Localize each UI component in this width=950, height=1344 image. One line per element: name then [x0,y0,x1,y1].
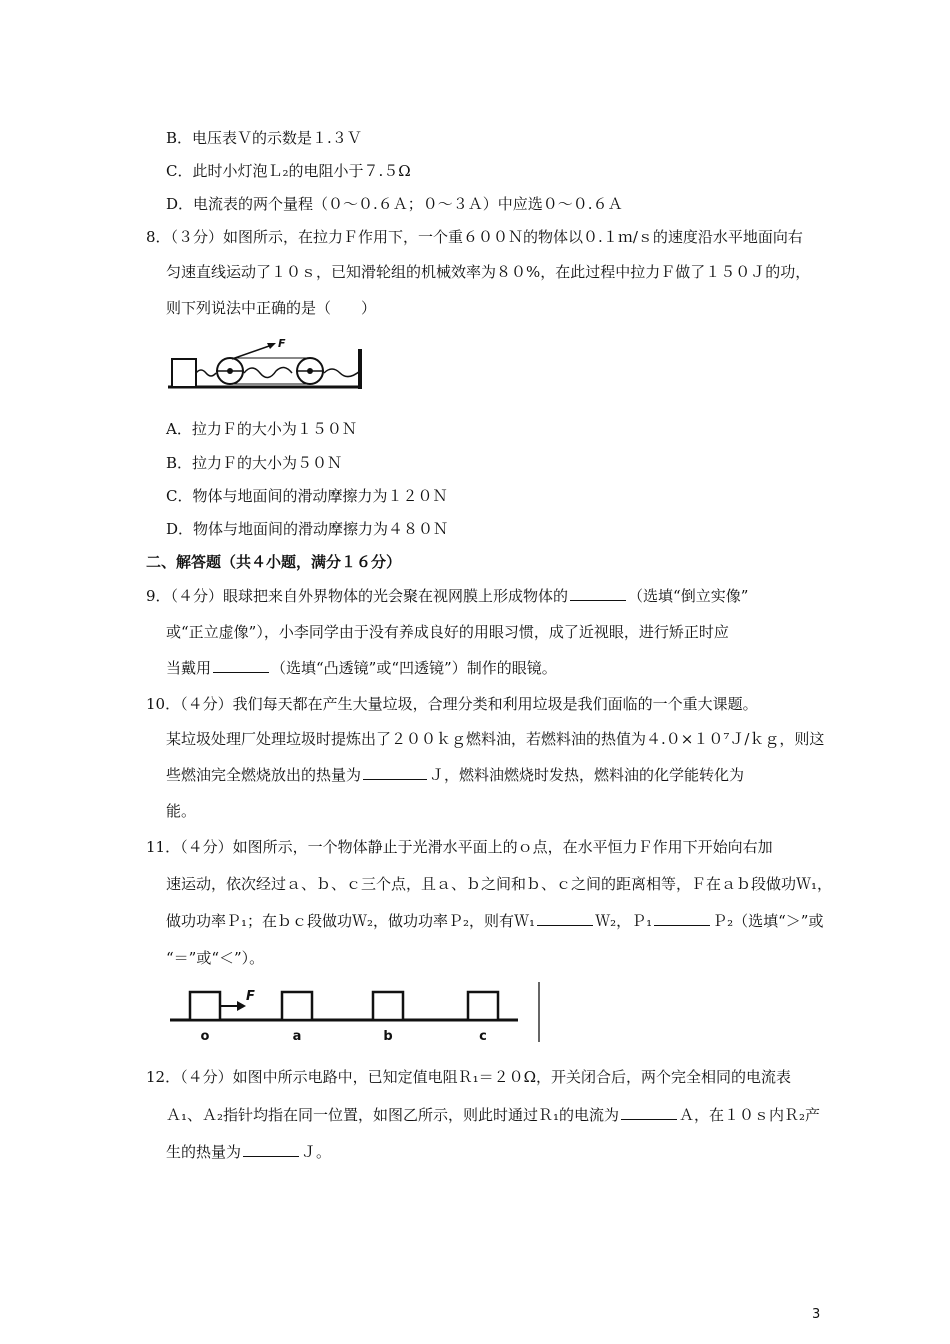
q11-text: Ｐ₂（选填“＞”或 [712,912,824,930]
q8-option-b: B．拉力Ｆ的大小为５０Ｎ [166,454,343,472]
q10-line4: 能。 [166,802,197,820]
q8-option-d: D．物体与地面间的滑动摩擦力为４８０Ｎ [166,520,449,538]
q12-text: Ａ₁、Ａ₂指针均指在同一位置，如图乙所示，则此时通过Ｒ₁的电流为 [166,1106,620,1124]
q11-text: 做功功率Ｐ₁；在ｂｃ段做功Ｗ₂，做功功率Ｐ₂，则有Ｗ₁ [166,912,536,930]
q8-stem-line3: 则下列说法中正确的是（ ） [166,299,377,317]
q8-option-a: A．拉力Ｆ的大小为１５０Ｎ [166,420,357,438]
q9-line3 [166,658,557,678]
q8-stem-line2: 匀速直线运动了１０ｓ，已知滑轮组的机械效率为８０%，在此过程中拉力Ｆ做了１５０Ｊ的功， [166,263,811,281]
point-label-o: o [200,1029,210,1044]
q8-option-c: C．物体与地面间的滑动摩擦力为１２０Ｎ [166,487,448,505]
q12-line3 [166,1142,331,1162]
q12-line1: 12．（４分）如图中所示电路中，已知定值电阻Ｒ₁＝２０Ω，开关闭合后，两个完全相同的电流表 [146,1068,792,1086]
q9-text: （选填“凸透镜”或“凹透镜”）制作的眼镜。 [271,659,557,677]
pulley-figure [168,335,368,400]
page-number: 3 [812,1307,821,1322]
q12-text: 生的热量为 [166,1143,242,1161]
q11-line4: “＝”或“＜”）。 [166,949,265,967]
q9-blank-2[interactable] [213,658,269,673]
q12-text: Ａ，在１０ｓ内Ｒ₂产 [679,1106,821,1124]
section-heading: 二、解答题（共４小题，满分１６分） [146,553,402,571]
q11-text: Ｗ₂，Ｐ₁ [595,912,653,930]
motion-figure [170,980,550,1045]
q10-line3 [166,765,744,785]
q11-line1: 11．（４分）如图所示，一个物体静止于光滑水平面上的ｏ点，在水平恒力Ｆ作用下开始向右加 [146,838,773,856]
q9-line2: 或“正立虚像”），小李同学由于没有养成良好的用眼习惯，成了近视眼，进行矫正时应 [166,623,729,641]
point-label-a: a [292,1029,302,1044]
q11-blank-1[interactable] [537,911,593,926]
q10-line2: 某垃圾处理厂处理垃圾时提炼出了２００ｋｇ燃料油，若燃料油的热值为４.０×１０⁷Ｊ/ｋｇ，则这 [166,730,825,748]
q12-text: Ｊ。 [301,1143,332,1161]
point-label-b: b [383,1029,393,1044]
point-label-c: c [479,1029,487,1044]
q10-line1: 10．（４分）我们每天都在产生大量垃圾，合理分类和利用垃圾是我们面临的一个重大课题。 [146,695,758,713]
q9-text: （选填“倒立实像” [628,587,749,605]
q12-blank-2[interactable] [243,1142,299,1157]
q7-option-c: C．此时小灯泡Ｌ₂的电阻小于７.５Ω [166,162,411,180]
q8-stem-line1: 8．（３分）如图所示，在拉力Ｆ作用下，一个重６００Ｎ的物体以０.１ｍ/ｓ的速度沿水平地面向右 [146,228,803,246]
pulley-force-label: F [278,337,286,350]
q11-line2: 速运动，依次经过ａ、ｂ、ｃ三个点，且ａ、ｂ之间和ｂ、ｃ之间的距离相等，Ｆ在ａｂ段做功Ｗ₁， [166,875,833,893]
q11-line3 [166,911,823,931]
q9-text: 9．（４分）眼球把来自外界物体的光会聚在视网膜上形成物体的 [146,587,569,605]
q9-blank-1[interactable] [570,586,626,601]
q9-text: 当戴用 [166,659,212,677]
q7-option-d: D．电流表的两个量程（０～０.６Ａ；０～３Ａ）中应选０～０.６Ａ [166,195,623,213]
q10-blank[interactable] [363,765,427,780]
q7-option-b: B．电压表Ｖ的示数是１.３Ｖ [166,129,362,147]
q10-text: Ｊ，燃料油燃烧时发热，燃料油的化学能转化为 [429,766,745,784]
q12-line2 [166,1105,820,1125]
q11-blank-2[interactable] [654,911,710,926]
q10-text: 些燃油完全燃烧放出的热量为 [166,766,362,784]
q12-blank-1[interactable] [621,1105,677,1120]
q9-line1 [146,586,748,606]
motion-force-label: F [246,989,255,1004]
